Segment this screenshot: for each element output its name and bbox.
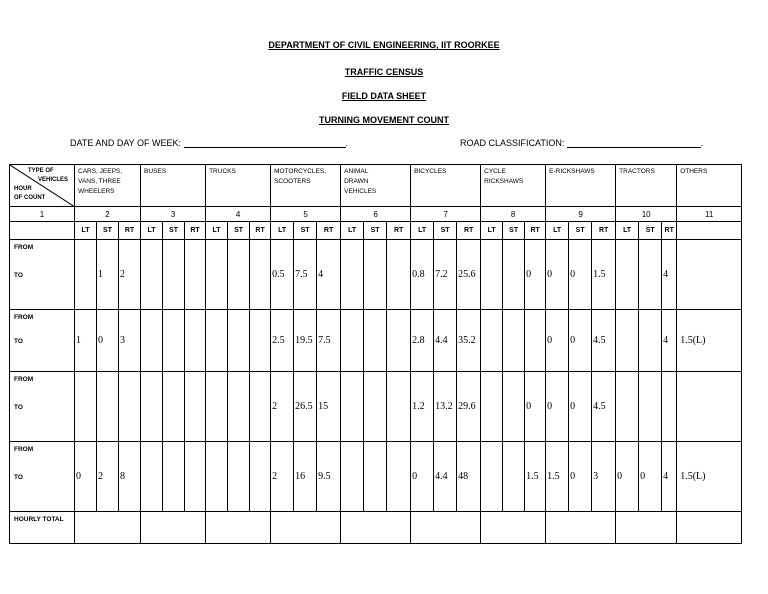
count-cell[interactable]: 1.5(L) xyxy=(677,310,742,372)
turn-st-header: ST xyxy=(163,222,185,240)
count-cell[interactable] xyxy=(141,442,163,512)
vehicle-type-header xyxy=(481,165,546,207)
count-cell[interactable] xyxy=(141,310,163,372)
turn-rt-header: RT xyxy=(250,222,271,240)
vehicle-type-line: VEHICLES xyxy=(344,188,377,195)
count-cell[interactable] xyxy=(163,310,185,372)
census-title: TRAFFIC CENSUS xyxy=(344,67,424,77)
turn-st-header: ST xyxy=(294,222,317,240)
vehicle-header-row xyxy=(10,165,742,207)
count-cell[interactable]: 0 xyxy=(525,372,546,442)
count-cell[interactable]: 15 xyxy=(317,372,341,442)
column-number: 10 xyxy=(616,207,677,222)
turn-rt-header: RT xyxy=(387,222,411,240)
corner-hour-line: OF COUNT xyxy=(14,195,46,201)
vehicle-type-line: DRAWN xyxy=(344,178,369,185)
count-cell[interactable] xyxy=(75,372,97,442)
count-cell[interactable] xyxy=(228,442,250,512)
vehicle-type-line: BICYCLES xyxy=(414,168,447,175)
count-cell[interactable]: 3 xyxy=(592,442,616,512)
count-cell[interactable]: 16 xyxy=(294,442,317,512)
count-cell[interactable] xyxy=(228,240,250,310)
column-number-row xyxy=(10,207,742,222)
count-cell[interactable] xyxy=(616,240,639,310)
vehicle-type-line: SCOOTERS xyxy=(274,178,311,185)
corner-hour-label xyxy=(14,185,45,203)
count-cell[interactable] xyxy=(185,372,206,442)
count-cell[interactable] xyxy=(387,310,411,372)
turn-lt-header: LT xyxy=(271,222,294,240)
hourly-total-cell[interactable] xyxy=(75,512,141,544)
count-cell[interactable]: 2 xyxy=(97,442,119,512)
count-cell[interactable] xyxy=(387,442,411,512)
count-cell[interactable]: 7.2 xyxy=(434,240,457,310)
count-cell[interactable] xyxy=(141,240,163,310)
count-cell[interactable] xyxy=(503,372,525,442)
corner-hour-line: HOUR xyxy=(14,186,32,192)
column-number: 9 xyxy=(546,207,616,222)
count-cell[interactable]: 0 xyxy=(546,310,569,372)
turn-rt-header: RT xyxy=(317,222,341,240)
corner-type-line: TYPE OF xyxy=(28,168,54,174)
count-cell[interactable]: 0 xyxy=(525,240,546,310)
vehicle-type-header xyxy=(75,165,141,207)
corner-type-label xyxy=(28,167,68,185)
count-cell[interactable]: 35.2 xyxy=(457,310,481,372)
count-cell[interactable] xyxy=(250,372,271,442)
vehicle-type-header xyxy=(677,165,742,207)
turn-st-header: ST xyxy=(639,222,662,240)
count-cell[interactable]: 0 xyxy=(569,240,592,310)
vehicle-type-header xyxy=(616,165,677,207)
count-cell[interactable]: 3 xyxy=(119,310,141,372)
hour-label-cell xyxy=(10,240,75,310)
vehicle-type-header xyxy=(271,165,341,207)
department-title: DEPARTMENT OF CIVIL ENGINEERING, IIT ROORKEE xyxy=(268,40,500,50)
count-cell[interactable] xyxy=(503,240,525,310)
turn-rt-header: RT xyxy=(592,222,616,240)
sheet-title: FIELD DATA SHEET xyxy=(341,91,427,101)
vehicle-type-line: WHEELERS xyxy=(78,188,115,195)
turn-lt-header: LT xyxy=(75,222,97,240)
count-cell[interactable] xyxy=(364,442,387,512)
count-cell[interactable]: 0.8 xyxy=(411,240,434,310)
count-cell[interactable]: 9.5 xyxy=(317,442,341,512)
vehicle-type-line: VANS, THREE xyxy=(78,178,121,185)
vehicle-type-line: TRACTORS xyxy=(619,168,655,175)
column-number: 11 xyxy=(677,207,742,222)
count-cell[interactable]: 4 xyxy=(662,442,677,512)
hourly-total-cell[interactable] xyxy=(481,512,546,544)
count-cell[interactable] xyxy=(75,240,97,310)
count-cell[interactable]: 4.4 xyxy=(434,310,457,372)
count-cell[interactable] xyxy=(206,310,228,372)
column-number: 4 xyxy=(206,207,271,222)
turn-st-header: ST xyxy=(364,222,387,240)
from-label: FROM xyxy=(14,244,34,251)
from-label: FROM xyxy=(14,314,34,321)
hourly-total-label: HOURLY TOTAL xyxy=(10,512,75,544)
count-cell[interactable]: 1 xyxy=(97,240,119,310)
hourly-total-cell[interactable] xyxy=(271,512,341,544)
hour-label-cell xyxy=(10,372,75,442)
hourly-total-cell[interactable] xyxy=(411,512,481,544)
count-cell[interactable]: 2 xyxy=(119,240,141,310)
empty-cell xyxy=(10,222,75,240)
count-cell[interactable] xyxy=(387,372,411,442)
count-cell[interactable] xyxy=(481,310,503,372)
to-label: TO xyxy=(14,338,23,345)
to-label: TO xyxy=(14,272,23,279)
count-cell[interactable]: 4 xyxy=(317,240,341,310)
hourly-total-cell[interactable] xyxy=(141,512,206,544)
count-cell[interactable] xyxy=(341,310,364,372)
count-cell[interactable]: 0.5 xyxy=(271,240,294,310)
count-cell[interactable]: 48 xyxy=(457,442,481,512)
column-number: 1 xyxy=(10,207,75,222)
date-label: DATE AND DAY OF WEEK: xyxy=(70,138,182,148)
vehicle-type-line: MOTORCYCLES, xyxy=(274,168,326,175)
turn-lt-header: LT xyxy=(341,222,364,240)
vehicle-type-header xyxy=(546,165,616,207)
count-cell[interactable] xyxy=(639,372,662,442)
vehicle-type-line: CYCLE xyxy=(484,168,506,175)
vehicle-type-line: BUSES xyxy=(144,168,167,175)
count-cell[interactable]: 1.5(L) xyxy=(677,442,742,512)
count-row xyxy=(10,372,742,442)
turn-lt-header: LT xyxy=(206,222,228,240)
vehicle-type-line: OTHERS xyxy=(680,168,708,175)
count-cell[interactable] xyxy=(616,310,639,372)
count-cell[interactable]: 2 xyxy=(271,372,294,442)
turn-lt-header: LT xyxy=(616,222,639,240)
to-label: TO xyxy=(14,474,23,481)
count-cell[interactable]: 29.6 xyxy=(457,372,481,442)
count-cell[interactable] xyxy=(616,372,639,442)
turn-st-header: ST xyxy=(569,222,592,240)
count-cell[interactable] xyxy=(250,442,271,512)
count-cell[interactable] xyxy=(250,240,271,310)
count-cell[interactable]: 0 xyxy=(75,442,97,512)
count-row xyxy=(10,240,742,310)
count-cell[interactable]: 1 xyxy=(75,310,97,372)
hour-label-cell xyxy=(10,310,75,372)
count-cell[interactable]: 0 xyxy=(569,310,592,372)
hourly-total-row xyxy=(10,512,742,544)
count-cell[interactable] xyxy=(185,310,206,372)
count-cell[interactable] xyxy=(387,240,411,310)
turn-rt-header: RT xyxy=(525,222,546,240)
count-cell[interactable]: 2.5 xyxy=(271,310,294,372)
count-cell[interactable]: 1.5 xyxy=(525,442,546,512)
vehicle-type-line: RICKSHAWS xyxy=(484,178,524,185)
hourly-total-cell[interactable] xyxy=(206,512,271,544)
count-cell[interactable] xyxy=(341,442,364,512)
count-cell[interactable] xyxy=(185,442,206,512)
from-label: FROM xyxy=(14,446,34,453)
count-cell[interactable] xyxy=(206,372,228,442)
count-cell[interactable]: 1.5 xyxy=(592,240,616,310)
road-blank[interactable] xyxy=(567,138,701,148)
count-cell[interactable] xyxy=(503,310,525,372)
empty-cell xyxy=(677,222,742,240)
column-number: 3 xyxy=(141,207,206,222)
count-cell[interactable]: 1.2 xyxy=(411,372,434,442)
count-row xyxy=(10,310,742,372)
vehicle-type-header xyxy=(206,165,271,207)
count-cell[interactable]: 25.6 xyxy=(457,240,481,310)
turning-count-table xyxy=(9,164,742,544)
count-cell[interactable]: 4.5 xyxy=(592,372,616,442)
turn-lt-header: LT xyxy=(546,222,569,240)
count-cell[interactable] xyxy=(364,310,387,372)
vehicle-type-line: ANIMAL xyxy=(344,168,369,175)
count-row xyxy=(10,442,742,512)
vehicle-type-header xyxy=(341,165,411,207)
count-cell[interactable]: 0 xyxy=(639,442,662,512)
vehicle-type-line: CARS, JEEPS, xyxy=(78,168,123,175)
turn-st-header: ST xyxy=(97,222,119,240)
date-blank[interactable] xyxy=(184,138,346,148)
count-cell[interactable]: 13.2 xyxy=(434,372,457,442)
count-cell[interactable]: 7.5 xyxy=(317,310,341,372)
count-cell[interactable]: 2.8 xyxy=(411,310,434,372)
count-cell[interactable] xyxy=(481,372,503,442)
vehicle-type-header xyxy=(141,165,206,207)
count-cell[interactable] xyxy=(228,372,250,442)
count-cell[interactable] xyxy=(341,240,364,310)
column-number: 8 xyxy=(481,207,546,222)
count-cell[interactable]: 0 xyxy=(569,442,592,512)
hour-label-cell xyxy=(10,442,75,512)
vehicle-type-line: TRUCKS xyxy=(209,168,236,175)
count-cell[interactable] xyxy=(341,372,364,442)
turn-rt-header: RT xyxy=(185,222,206,240)
column-number: 5 xyxy=(271,207,341,222)
count-cell[interactable]: 1.5 xyxy=(546,442,569,512)
turn-lt-header: LT xyxy=(481,222,503,240)
turn-st-header: ST xyxy=(434,222,457,240)
count-cell[interactable]: 0 xyxy=(411,442,434,512)
count-cell[interactable]: 26.5 xyxy=(294,372,317,442)
count-cell[interactable] xyxy=(206,240,228,310)
count-cell[interactable]: 0 xyxy=(546,240,569,310)
column-number: 2 xyxy=(75,207,141,222)
count-cell[interactable]: 8 xyxy=(119,442,141,512)
count-cell[interactable] xyxy=(119,372,141,442)
count-cell[interactable] xyxy=(481,240,503,310)
date-field-row xyxy=(70,138,348,148)
to-label: TO xyxy=(14,404,23,411)
road-punct: . xyxy=(700,138,704,148)
count-cell[interactable] xyxy=(364,240,387,310)
count-cell[interactable]: 19.5 xyxy=(294,310,317,372)
turn-lt-header: LT xyxy=(141,222,163,240)
count-cell[interactable]: 0 xyxy=(569,372,592,442)
turn-rt-header: RT xyxy=(662,222,677,240)
count-cell[interactable]: 7.5 xyxy=(294,240,317,310)
corner-cell xyxy=(10,165,75,207)
count-cell[interactable] xyxy=(228,310,250,372)
count-cell[interactable] xyxy=(639,310,662,372)
turn-st-header: ST xyxy=(503,222,525,240)
road-label: ROAD CLASSIFICATION: xyxy=(460,138,565,148)
hourly-total-cell[interactable] xyxy=(677,512,742,544)
turn-header-row xyxy=(10,222,742,240)
count-cell[interactable] xyxy=(639,240,662,310)
turn-lt-header: LT xyxy=(411,222,434,240)
count-cell[interactable] xyxy=(503,442,525,512)
vehicle-type-header xyxy=(411,165,481,207)
count-cell[interactable]: 0 xyxy=(97,310,119,372)
column-number: 7 xyxy=(411,207,481,222)
hourly-total-cell[interactable] xyxy=(341,512,411,544)
count-cell[interactable] xyxy=(163,442,185,512)
vehicle-type-line: E-RICKSHAWS xyxy=(549,168,595,175)
count-cell[interactable] xyxy=(185,240,206,310)
hourly-total-cell[interactable] xyxy=(616,512,677,544)
turn-rt-header: RT xyxy=(457,222,481,240)
count-cell[interactable] xyxy=(250,310,271,372)
count-cell[interactable] xyxy=(662,372,677,442)
count-cell[interactable] xyxy=(481,442,503,512)
count-cell[interactable] xyxy=(141,372,163,442)
count-cell[interactable]: 4.5 xyxy=(592,310,616,372)
count-cell[interactable] xyxy=(677,372,742,442)
count-cell[interactable]: 0 xyxy=(616,442,639,512)
count-cell[interactable] xyxy=(677,240,742,310)
date-punct: . xyxy=(345,138,349,148)
count-title: TURNING MOVEMENT COUNT xyxy=(319,115,449,125)
count-cell[interactable] xyxy=(163,240,185,310)
column-number: 6 xyxy=(341,207,411,222)
from-label: FROM xyxy=(14,376,34,383)
count-cell[interactable]: 4 xyxy=(662,310,677,372)
count-cell[interactable]: 4.4 xyxy=(434,442,457,512)
count-cell[interactable]: 4 xyxy=(662,240,677,310)
count-cell[interactable]: 0 xyxy=(546,372,569,442)
count-cell[interactable] xyxy=(97,372,119,442)
hourly-total-cell[interactable] xyxy=(546,512,616,544)
count-cell[interactable]: 2 xyxy=(271,442,294,512)
count-cell[interactable] xyxy=(364,372,387,442)
count-cell[interactable] xyxy=(163,372,185,442)
corner-type-line: VEHICLES xyxy=(38,177,69,183)
count-cell[interactable] xyxy=(206,442,228,512)
turn-rt-header: RT xyxy=(119,222,141,240)
turn-st-header: ST xyxy=(228,222,250,240)
road-field-row xyxy=(460,138,703,148)
count-cell[interactable] xyxy=(525,310,546,372)
